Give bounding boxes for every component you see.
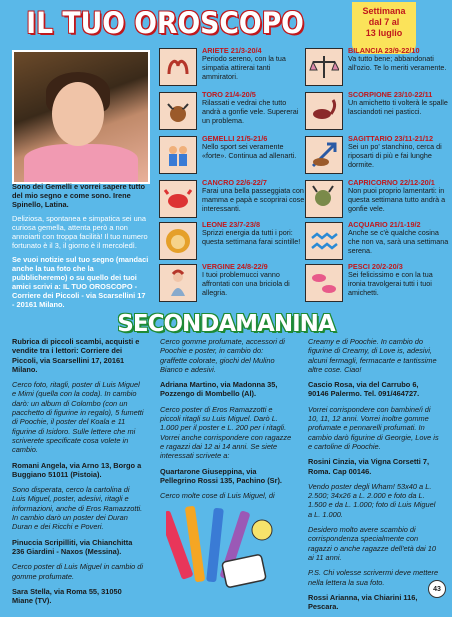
classified-contact: Rosini Cinzia, via Vigna Corsetti 7, Roma. Cap 00146. — [308, 457, 430, 476]
classified-ad-text: Vorrei corrispondere con bambine/i di 10, 11, 12 anni. Vorrei inoltre gomme profumate e pennarelli profumati. In cambio darò figurine di Georgie, Love is e cartoline di Poochie. — [308, 404, 439, 451]
virgo-icon — [159, 264, 197, 302]
zodiac-sign-pisces — [305, 264, 449, 308]
classified-ad-text: Cerco gomme profumate, accessori di Poochie e poster, in cambio do: graffette colorate, giochi del Mulino Bianco e adesivi. — [160, 337, 285, 374]
zodiac-sign-text: Un amichetto ti volterà le spalle lasciandoti nei pasticci. — [348, 98, 448, 116]
classified-contact: Quartarone Giuseppina, via Pellegrino Rossi 135, Pachino (Sr). — [160, 466, 282, 485]
zodiac-sign-leo — [159, 222, 303, 266]
zodiac-sign-libra — [305, 48, 449, 92]
zodiac-sign-name: VERGINE 24/8-22/9 — [202, 262, 268, 271]
zodiac-sign-name: SAGITTARIO 23/11-21/12 — [348, 134, 434, 143]
classified-contact: Rossi Arianna, via Chiarini 116, Pescara. — [308, 592, 418, 612]
cancer-icon — [159, 180, 197, 218]
zodiac-sign-taurus — [159, 92, 303, 136]
zodiac-sign-text: Va tutto bene; abbandonati all'ozio. Te lo meriti veramente. — [348, 54, 447, 72]
zodiac-sign-name: ARIETE 21/3-20/4 — [202, 46, 262, 55]
classified-contact: Adriana Martino, via Madonna 35, Pozzengo di Mombello (Al). — [160, 380, 278, 399]
gemini-icon — [159, 136, 197, 174]
zodiac-sign-name: PESCI 20/2-20/3 — [348, 262, 403, 271]
leo-icon — [159, 222, 197, 260]
classified-ad-text: Creamy e di Poochie. In cambio do figurine di Creamy, di Love is, adesivi, alcuni fermagli, fermacarte e tantissime altre cose. Ciao! — [308, 337, 437, 374]
classifieds-column-3 — [308, 337, 440, 617]
pisces-icon — [305, 264, 343, 302]
zodiac-sign-name: ACQUARIO 21/1-19/2 — [348, 220, 421, 229]
zodiac-sign-name: CAPRICORNO 22/12-20/1 — [348, 178, 435, 187]
libra-icon — [305, 48, 343, 86]
zodiac-sign-text: Anche se c'è qualche cosina che non va, sarà una settimana serena. — [348, 228, 449, 255]
zodiac-sign-text: Rilassati e vedrai che tutto andrà a gonfie vele. Supererai un problema. — [202, 98, 299, 125]
zodiac-sign-name: BILANCIA 23/9-22/10 — [348, 46, 420, 55]
classified-ad-text: Cerco poster di Eros Ramazzotti e piccoli ritagli su Luis Miguel. Darò L. 1.000 per il poster e L. 200 per i ritagli. Vorrei anche corrispondere con ragazze e ragazzi dai 12 ai 14 anni. Se siete interessati scrivete a: — [160, 404, 292, 461]
zodiac-sign-text: Non puoi proprio lamentarti: in questa settimana tutto andrà a gonfie vele. — [348, 186, 446, 213]
zodiac-sign-capricorn — [305, 180, 449, 224]
zodiac-sign-name: CANCRO 22/6-22/7 — [202, 178, 267, 187]
zodiac-sign-aquarius — [305, 222, 449, 266]
zodiac-sign-aries — [159, 48, 303, 92]
classified-contact: Sara Stella, via Roma 55, 31050 Miane (TV). — [12, 586, 122, 606]
horoscope-reply: Deliziosa, spontanea e simpatica sei una curiosa gemella, attenta però a non annoiarti con troppa facilità! Il tuo numero fortunato è il 3, il giorno è il mercoledì. — [12, 214, 148, 250]
zodiac-sign-text: Periodo sereno, con la tua simpatia attirerai tanti ammiratori. — [202, 54, 286, 81]
zodiac-sign-text: Sprizzi energia da tutti i pori: questa settimana farai scintille! — [202, 228, 301, 246]
zodiac-sign-scorpio — [305, 92, 449, 136]
classifieds-column-2 — [160, 337, 292, 506]
aquarius-icon — [305, 222, 343, 260]
zodiac-sign-text: Nello sport sei veramente «forte». Continua ad allenarti. — [202, 142, 297, 160]
classified-contact: Romani Angela, via Arno 13, Borgo a Buggiano 51011 (Pistoia). — [12, 460, 142, 479]
capricorn-icon — [305, 180, 343, 218]
zodiac-sign-text: Sei felicissimo e con la tua ironia travolgerai tutti i tuoi amichetti. — [348, 270, 433, 297]
classified-ad-text: Cerco poster di Luis Miguel in cambio di gomme profumate. — [12, 562, 144, 581]
zodiac-sign-name: TORO 21/4-20/5 — [202, 90, 256, 99]
zodiac-sign-virgo — [159, 264, 303, 308]
classified-contact: Pinuccia Scripilliti, via Chianchitta 236 Giardini - Naxos (Messina). — [12, 537, 133, 556]
aries-icon — [159, 48, 197, 86]
classified-ad-text: Vendo poster degli Wham! 53x40 a L. 2.500; 34x26 a L. 2.000 e foto da L. 1.500 e da L. 1.000; foto di Luis Miguel a L. 1.000. — [308, 481, 436, 519]
zodiac-sign-name: GEMELLI 21/5-21/6 — [202, 134, 268, 143]
classified-ad-text: Cerco foto, ritagli, poster di Luis Miguel e Mimi (quella con la coda). In cambio darò: un album di Colombo (con un pacchetto di figurine in regalo), 5 fumetti di Poochie, il poster del Koala e 11 figurine di Isidoro. Sulle lettere che mi scriverete specificate cosa volete in cambio. — [12, 380, 144, 455]
classified-ad-text: Cerco molte cose di Luis Miguel, di — [160, 491, 275, 501]
week-badge-line2: dal 7 al — [368, 17, 400, 27]
page-title: IL TUO OROSCOPO — [26, 6, 304, 40]
taurus-icon — [159, 92, 197, 130]
classified-ad-text: Sono disperata, cerco la cartolina di Luis Miguel, poster, adesivi, ritagli e informazioni, anche di Eros Ramazzotti. In cambio darò un poster dei Duran Duran e dei Ricchi e Poveri. — [12, 485, 143, 532]
zodiac-sign-cancer — [159, 180, 303, 224]
reader-caption: Sono dei Gemelli e vorrei sapere tutto del mio segno e come sono. Irene Spinello, Latina. — [12, 182, 146, 209]
zodiac-sign-gemini — [159, 136, 303, 180]
zodiac-sign-text: Farai una bella passeggiata con mamma e papà e scoprirai cose interessanti. — [202, 186, 305, 213]
section-title: SECONDAMANINA — [117, 311, 335, 337]
zodiac-sign-text: Sei un po' stanchino, cerca di riposarti di più e fai lunghe dormite. — [348, 142, 442, 169]
reader-photo — [12, 50, 150, 184]
page-number: 43 — [428, 580, 446, 598]
scorpio-icon — [305, 92, 343, 130]
zodiac-sign-name: SCORPIONE 23/10-22/11 — [348, 90, 433, 99]
classified-contact: Cascio Rosa, via del Carrubo 6, 90146 Palermo. Tel. 091/464727. — [308, 380, 420, 399]
classifieds-column-1 — [12, 337, 144, 611]
zodiac-sign-sagittarius — [305, 136, 449, 180]
zodiac-sign-text: I tuoi problemucci vanno affrontati con una briciola di allegria. — [202, 270, 290, 297]
submission-notice: Se vuoi notizie sul tuo segno (mandaci anche la tua foto che la pubblicheremo) o su quello dei tuoi amici scrivi a: IL TUO OROSCOPO - Corriere dei Piccoli - via Scarsellini 17 - 20161 Milano. — [12, 255, 149, 309]
week-badge-line3: 13 luglio — [365, 28, 403, 38]
classified-ad-text: Desidero molto avere scambio di corrispondenza specialmente con ragazzi o anche ragazze dell'età dai 10 ai 11 anni. — [308, 525, 436, 562]
sagittarius-icon — [305, 136, 343, 174]
zodiac-sign-name: LEONE 23/7-23/8 — [202, 220, 260, 229]
classified-ad-text: P.S. Chi volesse scrivermi deve mettere nella lettera la sua foto. — [308, 568, 439, 587]
week-badge-line1: Settimana — [362, 6, 406, 16]
stationery-illustration — [166, 500, 286, 596]
reader-letter-column — [12, 182, 150, 314]
classified-contact: Rubrica di piccoli scambi, acquisti e vendite tra i lettori: Corriere dei Piccoli, via Scarsellini 17, 20161 Milano. — [12, 337, 140, 374]
